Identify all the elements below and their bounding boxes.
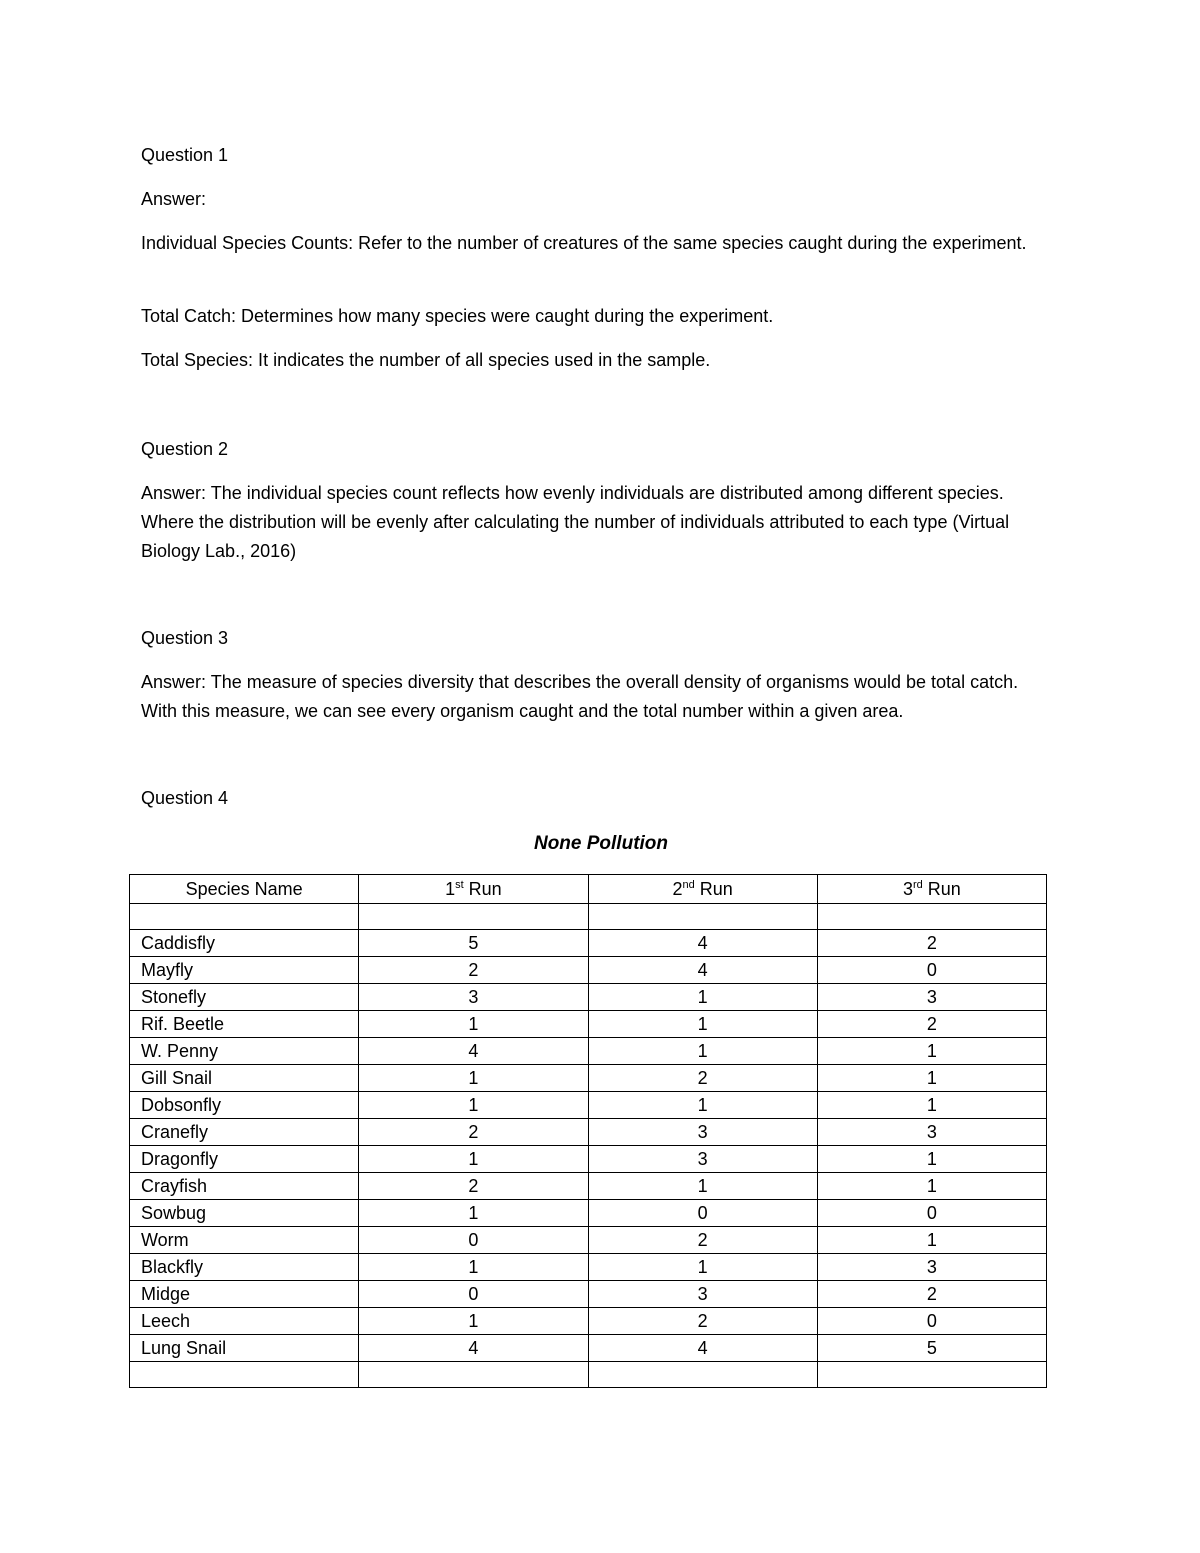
run-1-count-cell: 1 xyxy=(359,1146,588,1173)
run-1-count-cell: 4 xyxy=(359,1038,588,1065)
run-1-count-cell: 2 xyxy=(359,1119,588,1146)
species-name-cell: Blackfly xyxy=(130,1254,359,1281)
species-name-cell: Lung Snail xyxy=(130,1335,359,1362)
question-2-answer: Answer: The individual species count reflects how evenly individuals are distributed among different species. Where the distribution will be evenly after calculating the number of individuals attributed to each type (Virtual Biology Lab., 2016) xyxy=(141,483,1010,561)
run-1-count-cell: 1 xyxy=(359,1092,588,1119)
run-3-count-cell: 1 xyxy=(817,1065,1046,1092)
table-row xyxy=(130,984,1047,1011)
species-name-cell: Dobsonfly xyxy=(130,1092,359,1119)
run-2-count-cell: 3 xyxy=(588,1146,817,1173)
run-2-count-cell: 1 xyxy=(588,1038,817,1065)
run-1-count-cell: 2 xyxy=(359,1173,588,1200)
species-name-cell: Sowbug xyxy=(130,1200,359,1227)
species-name-cell: Cranefly xyxy=(130,1119,359,1146)
table-header-row xyxy=(130,875,1047,904)
run-3-count-cell: 2 xyxy=(817,1011,1046,1038)
blank-row xyxy=(130,1362,1047,1388)
species-name-cell: Gill Snail xyxy=(130,1065,359,1092)
species-name-cell: Caddisfly xyxy=(130,930,359,957)
species-name-cell: Mayfly xyxy=(130,957,359,984)
run-1-count-cell: 5 xyxy=(359,930,588,957)
question-1-title: Question 1 xyxy=(141,145,229,165)
run-2-count-cell: 0 xyxy=(588,1200,817,1227)
question-1-line-2: Total Catch: Determines how many species were caught during the experiment. xyxy=(141,306,774,326)
run-3-count-cell: 0 xyxy=(817,1200,1046,1227)
run-2-count-cell: 1 xyxy=(588,1173,817,1200)
run-2-count-cell: 3 xyxy=(588,1119,817,1146)
blank-row xyxy=(130,904,1047,930)
header-run-2: 2nd Run xyxy=(588,875,817,904)
species-name-cell: Crayfish xyxy=(130,1173,359,1200)
table-row xyxy=(130,1065,1047,1092)
question-1-line-1: Individual Species Counts: Refer to the number of creatures of the same species caught during the experiment. xyxy=(141,233,1027,253)
run-2-count-cell: 4 xyxy=(588,1335,817,1362)
run-1-count-cell: 1 xyxy=(359,1011,588,1038)
question-1-line-3: Total Species: It indicates the number of all species used in the sample. xyxy=(141,350,711,370)
species-name-cell: W. Penny xyxy=(130,1038,359,1065)
table-row xyxy=(130,1227,1047,1254)
run-2-count-cell: 4 xyxy=(588,930,817,957)
species-count-table xyxy=(129,874,1047,1388)
run-1-count-cell: 1 xyxy=(359,1200,588,1227)
run-2-count-cell: 4 xyxy=(588,957,817,984)
table-row xyxy=(130,1200,1047,1227)
table-row xyxy=(130,1092,1047,1119)
run-3-count-cell: 1 xyxy=(817,1173,1046,1200)
run-1-count-cell: 1 xyxy=(359,1065,588,1092)
run-1-count-cell: 2 xyxy=(359,957,588,984)
run-3-count-cell: 1 xyxy=(817,1092,1046,1119)
species-name-cell: Dragonfly xyxy=(130,1146,359,1173)
table-title: None Pollution xyxy=(533,833,669,854)
table-row xyxy=(130,930,1047,957)
run-2-count-cell: 1 xyxy=(588,1254,817,1281)
header-species-name: Species Name xyxy=(130,875,359,904)
species-name-cell: Rif. Beetle xyxy=(130,1011,359,1038)
table-row xyxy=(130,1146,1047,1173)
run-2-count-cell: 3 xyxy=(588,1281,817,1308)
run-3-count-cell: 1 xyxy=(817,1146,1046,1173)
run-2-count-cell: 2 xyxy=(588,1308,817,1335)
run-1-count-cell: 4 xyxy=(359,1335,588,1362)
run-3-count-cell: 0 xyxy=(817,1308,1046,1335)
header-run-1: 1st Run xyxy=(359,875,588,904)
run-2-count-cell: 2 xyxy=(588,1065,817,1092)
run-1-count-cell: 0 xyxy=(359,1281,588,1308)
question-4-title: Question 4 xyxy=(141,788,229,808)
table-row xyxy=(130,1011,1047,1038)
run-2-count-cell: 1 xyxy=(588,1011,817,1038)
species-name-cell: Leech xyxy=(130,1308,359,1335)
table-row xyxy=(130,1281,1047,1308)
table-row xyxy=(130,1254,1047,1281)
run-2-count-cell: 2 xyxy=(588,1227,817,1254)
run-3-count-cell: 5 xyxy=(817,1335,1046,1362)
table-row xyxy=(130,1038,1047,1065)
run-1-count-cell: 3 xyxy=(359,984,588,1011)
question-3-title: Question 3 xyxy=(141,628,229,648)
run-3-count-cell: 3 xyxy=(817,1119,1046,1146)
table-row xyxy=(130,1335,1047,1362)
run-3-count-cell: 2 xyxy=(817,930,1046,957)
table-row xyxy=(130,1308,1047,1335)
run-1-count-cell: 1 xyxy=(359,1308,588,1335)
species-name-cell: Stonefly xyxy=(130,984,359,1011)
run-1-count-cell: 0 xyxy=(359,1227,588,1254)
run-1-count-cell: 1 xyxy=(359,1254,588,1281)
run-3-count-cell: 2 xyxy=(817,1281,1046,1308)
run-3-count-cell: 0 xyxy=(817,957,1046,984)
species-name-cell: Midge xyxy=(130,1281,359,1308)
run-3-count-cell: 1 xyxy=(817,1227,1046,1254)
table-row xyxy=(130,957,1047,984)
question-2-title: Question 2 xyxy=(141,439,229,459)
run-3-count-cell: 3 xyxy=(817,1254,1046,1281)
header-run-3: 3rd Run xyxy=(817,875,1046,904)
table-row xyxy=(130,1119,1047,1146)
run-3-count-cell: 3 xyxy=(817,984,1046,1011)
run-2-count-cell: 1 xyxy=(588,1092,817,1119)
question-3-answer: Answer: The measure of species diversity that describes the overall density of organisms would be total catch. With this measure, we can see every organism caught and the total number within a given area. xyxy=(141,672,1019,721)
table-row xyxy=(130,1173,1047,1200)
run-3-count-cell: 1 xyxy=(817,1038,1046,1065)
run-2-count-cell: 1 xyxy=(588,984,817,1011)
species-name-cell: Worm xyxy=(130,1227,359,1254)
question-1-answer-label: Answer: xyxy=(141,189,207,209)
